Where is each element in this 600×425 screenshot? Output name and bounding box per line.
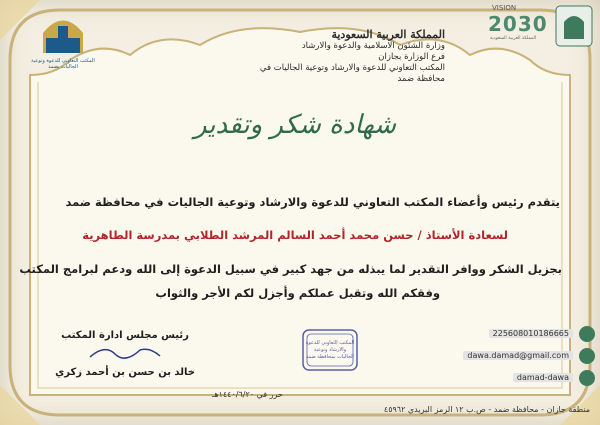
office-name: المكتب التعاوني للدعوة والارشاد وتوعية الجاليات في محافظة ضمد bbox=[259, 63, 445, 84]
contact-phone bbox=[450, 326, 595, 348]
contact-phone-text: 225608010186665 bbox=[489, 329, 573, 338]
vision-label: VISION bbox=[492, 4, 517, 12]
globe-icon bbox=[579, 348, 595, 364]
blessing-line: وفقكم الله وتقبل عملكم وأجزل لكم الأجر والثواب bbox=[155, 286, 440, 300]
contact-twitter bbox=[450, 370, 595, 392]
recipient-line: لسعادة الأستاذ / حسن محمد أحمد السالم المرشد الطلابي بمدرسة الطاهرية bbox=[82, 228, 508, 242]
ministry-name: وزارة الشئون الاسلامية والدعوة والارشاد bbox=[301, 41, 445, 51]
phone-icon bbox=[579, 326, 595, 342]
intro-line: يتقدم رئيس وأعضاء المكتب التعاوني للدعوة والارشاد وتوعية الجاليات في محافظة ضمد bbox=[65, 195, 560, 209]
kingdom-name: المملكة العربية السعودية bbox=[331, 28, 445, 41]
ministry-logo-icon bbox=[554, 4, 594, 49]
footer-address: منطقة جازان - محافظة ضمد - ص.ب ١٢ الرمز البريدي ٤٥٩٦٢ bbox=[383, 405, 590, 414]
office-stamp bbox=[300, 325, 360, 375]
office-logo bbox=[28, 8, 98, 73]
branch-name: فرع الوزارة بجازان bbox=[378, 52, 445, 62]
contact-twitter-text: damad-dawa bbox=[513, 373, 573, 382]
office-logo-caption: المكتب التعاوني للدعوة وتوعية الجاليات بضمد bbox=[31, 58, 95, 70]
issue-date: حرر في ١٤٤٠/٦/٢٠هـ bbox=[212, 390, 283, 399]
ministry-header bbox=[245, 28, 445, 85]
vision-year: 2030 bbox=[488, 12, 548, 36]
certificate-title: شهادة شكر وتقدير bbox=[193, 110, 397, 140]
signature-scribble bbox=[85, 342, 165, 362]
signer-role: رئيس مجلس ادارة المكتب bbox=[61, 330, 189, 341]
stamp-text: المكتب التعاوني للدعوة والارشاد وتوعية الجاليات بمحافظة ضمد bbox=[305, 340, 355, 360]
signer-name: خالد بن حسن بن أحمد زكري bbox=[55, 367, 195, 378]
vision-subtitle: المملكة العربية السعودية bbox=[490, 36, 537, 41]
contact-list bbox=[450, 326, 595, 392]
twitter-icon bbox=[579, 370, 595, 386]
ministry-and-vision-logos bbox=[444, 2, 594, 52]
contact-email bbox=[450, 348, 595, 370]
contact-email-text: dawa.damad@gmail.com bbox=[463, 351, 573, 360]
thanks-line: بجزيل الشكر ووافر التقدير لما يبذله من جهد كبير في سبيل الدعوة إلى الله ودعم لبرامج المكتب bbox=[19, 262, 562, 276]
signature-block bbox=[55, 330, 195, 378]
